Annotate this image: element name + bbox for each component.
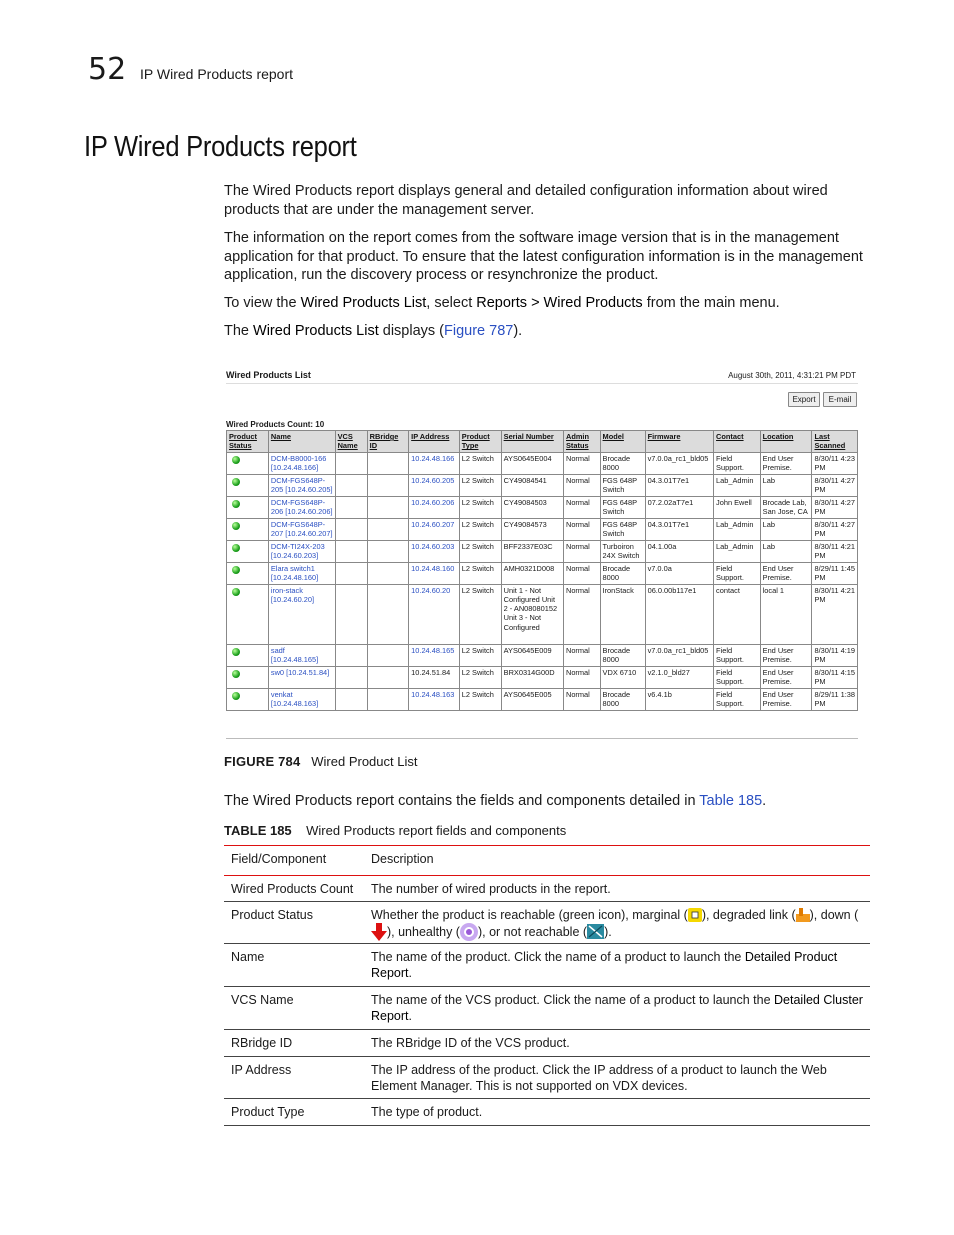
type-cell: L2 Switch xyxy=(459,518,501,540)
column-header[interactable]: Name xyxy=(268,431,335,453)
location-cell: local 1 xyxy=(760,584,812,644)
field-name: IP Address xyxy=(231,1063,292,1077)
type-cell: L2 Switch xyxy=(459,474,501,496)
field-description xyxy=(371,907,866,941)
model-cell: VDX 6710 xyxy=(600,666,645,688)
status-cell xyxy=(227,644,269,666)
vcs-cell xyxy=(335,562,367,584)
column-header[interactable]: Product Type xyxy=(459,431,501,453)
serial-cell: CY49084573 xyxy=(501,518,563,540)
name-cell[interactable]: DCM-FGS648P-205 [10.24.60.205] xyxy=(268,474,335,496)
ip-cell: 10.24.51.84 xyxy=(409,666,460,688)
firmware-cell: 04.3.01T7e1 xyxy=(645,474,713,496)
table-reference-paragraph xyxy=(224,792,864,811)
text: The Wired Products report contains the fields and components detailed in xyxy=(224,793,700,809)
table-row xyxy=(224,1057,870,1099)
text: Whether the product is reachable (green icon), marginal ( xyxy=(371,908,688,922)
marginal-status-icon xyxy=(688,908,702,922)
admin-cell: Normal xyxy=(563,518,600,540)
type-cell: L2 Switch xyxy=(459,688,501,710)
ip-cell[interactable]: 10.24.60.206 xyxy=(409,496,460,518)
firmware-cell: v2.1.0_bld27 xyxy=(645,666,713,688)
admin-cell: Normal xyxy=(563,496,600,518)
table-row xyxy=(224,1099,870,1126)
scanned-cell: 8/30/11 4:15 PM xyxy=(812,666,858,688)
field-name: VCS Name xyxy=(231,993,294,1007)
header-field: Field/Component xyxy=(231,852,327,866)
field-description xyxy=(371,992,866,1024)
products-count: Wired Products Count: 10 xyxy=(226,420,325,429)
table-row[interactable] xyxy=(227,496,858,518)
contact-cell: John Ewell xyxy=(714,496,761,518)
contact-cell: Field Support. xyxy=(714,644,761,666)
status-cell xyxy=(227,452,269,474)
name-cell[interactable]: DCM-B8000-166 [10.24.48.166] xyxy=(268,452,335,474)
serial-cell: Unit 1 - Not Configured Unit 2 - AN08080152 Unit 3 - Not Configured xyxy=(501,584,563,644)
name-cell[interactable]: DCM-TI24X-203 [10.24.60.203] xyxy=(268,540,335,562)
status-cell xyxy=(227,540,269,562)
green-status-icon xyxy=(232,566,240,574)
ip-cell[interactable]: 10.24.60.20 xyxy=(409,584,460,644)
contact-cell: Field Support. xyxy=(714,688,761,710)
down-arrow-icon xyxy=(371,923,387,941)
model-cell: FGS 648P Switch xyxy=(600,518,645,540)
text: ). xyxy=(513,323,523,339)
green-status-icon xyxy=(232,522,240,530)
scanned-cell: 8/29/11 1:45 PM xyxy=(812,562,858,584)
table-row[interactable] xyxy=(227,518,858,540)
green-status-icon xyxy=(232,500,240,508)
table-header-row xyxy=(224,845,870,876)
firmware-cell: v7.0.0a xyxy=(645,562,713,584)
type-cell: L2 Switch xyxy=(459,644,501,666)
figure-title: Wired Product List xyxy=(311,754,418,769)
scanned-cell: 8/30/11 4:27 PM xyxy=(812,474,858,496)
contact-cell: Field Support. xyxy=(714,666,761,688)
rbridge-cell xyxy=(367,584,409,644)
column-header[interactable]: IP Address xyxy=(409,431,460,453)
column-header[interactable]: Model xyxy=(600,431,645,453)
scanned-cell: 8/30/11 4:23 PM xyxy=(812,452,858,474)
not-reachable-icon xyxy=(587,924,604,939)
ui-term: Detailed Cluster Report xyxy=(371,993,863,1023)
column-header[interactable]: VCS Name xyxy=(335,431,367,453)
text: . xyxy=(762,793,767,809)
contact-cell: Field Support. xyxy=(714,452,761,474)
text: from the main menu. xyxy=(642,295,780,311)
ip-cell[interactable]: 10.24.48.166 xyxy=(409,452,460,474)
intro-paragraph-1: The Wired Products report displays general and detailed configuration information about wired products that are under the management server. xyxy=(224,183,828,218)
green-status-icon xyxy=(232,670,240,678)
text: ). xyxy=(604,925,612,939)
field-description xyxy=(371,949,866,981)
text: The name of the VCS product. Click the name of a product to launch the xyxy=(371,993,775,1007)
serial-cell: AYS0645E004 xyxy=(501,452,563,474)
serial-cell: CY49084503 xyxy=(501,496,563,518)
table-row[interactable] xyxy=(227,666,858,688)
type-cell: L2 Switch xyxy=(459,562,501,584)
contact-cell: Lab_Admin xyxy=(714,474,761,496)
model-cell: Brocade 8000 xyxy=(600,688,645,710)
serial-cell: CY49084541 xyxy=(501,474,563,496)
column-header[interactable]: Contact xyxy=(714,431,761,453)
header-description: Description xyxy=(371,852,434,866)
admin-cell: Normal xyxy=(563,644,600,666)
field-name: RBridge ID xyxy=(231,1036,293,1050)
green-status-icon xyxy=(232,544,240,552)
export-button[interactable]: Export xyxy=(788,392,820,407)
status-cell xyxy=(227,666,269,688)
table-row[interactable] xyxy=(227,644,858,666)
admin-cell: Normal xyxy=(563,540,600,562)
table-row xyxy=(224,987,870,1030)
fields-table xyxy=(224,845,870,1126)
name-cell[interactable]: sw0 [10.24.51.84] xyxy=(268,666,335,688)
column-header[interactable]: RBridge ID xyxy=(367,431,409,453)
green-status-icon xyxy=(232,692,240,700)
table-row[interactable] xyxy=(227,452,858,474)
contact-cell: Field Support. xyxy=(714,562,761,584)
model-cell: FGS 648P Switch xyxy=(600,474,645,496)
serial-cell: BFF2337E03C xyxy=(501,540,563,562)
text: ), degraded link ( xyxy=(701,908,796,922)
rbridge-cell xyxy=(367,562,409,584)
firmware-cell: v7.0.0a_rc1_bld05 xyxy=(645,644,713,666)
green-status-icon xyxy=(232,648,240,656)
table-row xyxy=(224,1030,870,1057)
unhealthy-status-icon xyxy=(460,923,478,941)
firmware-cell: v7.0.0a_rc1_bld05 xyxy=(645,452,713,474)
degraded-link-icon xyxy=(796,908,810,922)
status-cell xyxy=(227,584,269,644)
chapter-title: IP Wired Products report xyxy=(140,66,294,82)
model-cell: IronStack xyxy=(600,584,645,644)
field-description: The RBridge ID of the VCS product. xyxy=(371,1036,570,1050)
table-link[interactable]: Table 185 xyxy=(699,793,763,809)
wired-products-table xyxy=(226,430,858,711)
menu-path: Reports > Wired Products xyxy=(476,295,643,311)
vcs-cell xyxy=(335,666,367,688)
model-cell: FGS 648P Switch xyxy=(600,496,645,518)
status-cell xyxy=(227,518,269,540)
rbridge-cell xyxy=(367,474,409,496)
text: The name of the product. Click the name of a product to launch the xyxy=(371,950,745,964)
email-button[interactable]: E-mail xyxy=(823,392,857,407)
serial-cell: AYS0645E005 xyxy=(501,688,563,710)
field-name: Product Type xyxy=(231,1105,305,1119)
figure-label: FIGURE 784 xyxy=(224,754,301,769)
admin-cell: Normal xyxy=(563,452,600,474)
table-row[interactable] xyxy=(227,562,858,584)
scanned-cell: 8/30/11 4:21 PM xyxy=(812,584,858,644)
admin-cell: Normal xyxy=(563,474,600,496)
field-name: Wired Products Count xyxy=(231,882,354,896)
column-header[interactable]: Location xyxy=(760,431,812,453)
firmware-cell: 04.3.01T7e1 xyxy=(645,518,713,540)
name-cell[interactable]: DCM-FGS648P-207 [10.24.60.207] xyxy=(268,518,335,540)
name-cell[interactable]: venkat [10.24.48.163] xyxy=(268,688,335,710)
table-row xyxy=(224,876,870,902)
table-row[interactable] xyxy=(227,540,858,562)
name-cell[interactable]: iron-stack [10.24.60.20] xyxy=(268,584,335,644)
location-cell: Lab xyxy=(760,518,812,540)
name-cell[interactable]: DCM-FGS648P-206 [10.24.60.206] xyxy=(268,496,335,518)
field-name: Name xyxy=(231,950,265,964)
vcs-cell xyxy=(335,474,367,496)
serial-cell: AYS0645E009 xyxy=(501,644,563,666)
type-cell: L2 Switch xyxy=(459,496,501,518)
ip-cell[interactable]: 10.24.48.165 xyxy=(409,644,460,666)
column-header[interactable]: Firmware xyxy=(645,431,713,453)
table-row[interactable] xyxy=(227,584,858,644)
table-row xyxy=(224,944,870,987)
green-status-icon xyxy=(232,456,240,464)
name-cell[interactable]: sadf [10.24.48.165] xyxy=(268,644,335,666)
ui-term: Wired Products List xyxy=(253,323,379,339)
type-cell: L2 Switch xyxy=(459,666,501,688)
model-cell: Brocade 8000 xyxy=(600,452,645,474)
firmware-cell: 04.1.00a xyxy=(645,540,713,562)
firmware-cell: 07.2.02aT7e1 xyxy=(645,496,713,518)
table-row[interactable] xyxy=(227,688,858,710)
scanned-cell: 8/30/11 4:27 PM xyxy=(812,496,858,518)
location-cell: End User Premise. xyxy=(760,644,812,666)
field-description: The type of product. xyxy=(371,1105,483,1119)
location-cell: End User Premise. xyxy=(760,562,812,584)
ui-term: Detailed Product Report xyxy=(371,950,838,980)
intro-paragraph-2: The information on the report comes from the software image version that is in the management application for that product. To ensure that the latest configuration information is in the management application, run the discovery process or resynchronize the product. xyxy=(224,230,863,283)
rbridge-cell xyxy=(367,688,409,710)
admin-cell: Normal xyxy=(563,666,600,688)
page-title: IP Wired Products report xyxy=(84,131,357,163)
status-cell xyxy=(227,688,269,710)
green-status-icon xyxy=(232,588,240,596)
vcs-cell xyxy=(335,518,367,540)
screenshot-date: August 30th, 2011, 4:31:21 PM PDT xyxy=(728,371,856,380)
intro-paragraph-3 xyxy=(224,294,864,313)
vcs-cell xyxy=(335,452,367,474)
admin-cell: Normal xyxy=(563,562,600,584)
text: To view the xyxy=(224,295,301,311)
location-cell: Brocade Lab, San Jose, CA xyxy=(760,496,812,518)
field-description: The number of wired products in the report. xyxy=(371,882,611,896)
column-header[interactable]: Admin Status xyxy=(563,431,600,453)
vcs-cell xyxy=(335,644,367,666)
green-status-icon xyxy=(232,478,240,486)
divider xyxy=(226,383,858,384)
rbridge-cell xyxy=(367,540,409,562)
contact-cell: Lab_Admin xyxy=(714,540,761,562)
ip-cell[interactable]: 10.24.48.160 xyxy=(409,562,460,584)
table-row[interactable] xyxy=(227,474,858,496)
status-cell xyxy=(227,562,269,584)
screenshot-title: Wired Products List xyxy=(226,370,311,380)
scanned-cell: 8/30/11 4:27 PM xyxy=(812,518,858,540)
location-cell: Lab xyxy=(760,540,812,562)
model-cell: Turboiron 24X Switch xyxy=(600,540,645,562)
text: displays ( xyxy=(378,323,445,339)
scanned-cell: 8/29/11 1:38 PM xyxy=(812,688,858,710)
status-cell xyxy=(227,474,269,496)
vcs-cell xyxy=(335,540,367,562)
firmware-cell: 06.0.00b117e1 xyxy=(645,584,713,644)
admin-cell: Normal xyxy=(563,688,600,710)
table-row xyxy=(224,902,870,944)
location-cell: Lab xyxy=(760,474,812,496)
column-header[interactable]: Product Status xyxy=(227,431,269,453)
vcs-cell xyxy=(335,584,367,644)
ip-cell[interactable]: 10.24.60.207 xyxy=(409,518,460,540)
rbridge-cell xyxy=(367,666,409,688)
text: The xyxy=(224,323,254,339)
table-caption xyxy=(224,823,566,838)
text: ), or not reachable ( xyxy=(477,925,588,939)
type-cell: L2 Switch xyxy=(459,452,501,474)
name-cell[interactable]: Elara switch1 [10.24.48.160] xyxy=(268,562,335,584)
rbridge-cell xyxy=(367,518,409,540)
column-header[interactable]: Serial Number xyxy=(501,431,563,453)
type-cell: L2 Switch xyxy=(459,584,501,644)
status-cell xyxy=(227,496,269,518)
contact-cell: Lab_Admin xyxy=(714,518,761,540)
ip-cell[interactable]: 10.24.60.205 xyxy=(409,474,460,496)
ip-cell[interactable]: 10.24.60.203 xyxy=(409,540,460,562)
location-cell: End User Premise. xyxy=(760,452,812,474)
scanned-cell: 8/30/11 4:21 PM xyxy=(812,540,858,562)
serial-cell: AMH0321D008 xyxy=(501,562,563,584)
location-cell: End User Premise. xyxy=(760,666,812,688)
figure-link[interactable]: Figure 787 xyxy=(444,323,514,339)
firmware-cell: v6.4.1b xyxy=(645,688,713,710)
contact-cell: contact xyxy=(714,584,761,644)
admin-cell: Normal xyxy=(563,584,600,644)
text: ), unhealthy ( xyxy=(387,925,460,939)
chapter-number: 52 xyxy=(88,52,127,87)
intro-paragraph-4 xyxy=(224,322,864,341)
serial-cell: BRX0314G00D xyxy=(501,666,563,688)
table-title: Wired Products report fields and components xyxy=(306,823,567,838)
field-description: The IP address of the product. Click the IP address of a product to launch the Web Element Manager. This is not supported on VDX devices. xyxy=(371,1063,827,1093)
rbridge-cell xyxy=(367,644,409,666)
location-cell: End User Premise. xyxy=(760,688,812,710)
vcs-cell xyxy=(335,688,367,710)
text: . xyxy=(408,966,413,980)
type-cell: L2 Switch xyxy=(459,540,501,562)
text: . xyxy=(408,1009,413,1023)
model-cell: Brocade 8000 xyxy=(600,644,645,666)
text: ), down ( xyxy=(809,908,859,922)
model-cell: Brocade 8000 xyxy=(600,562,645,584)
scanned-cell: 8/30/11 4:19 PM xyxy=(812,644,858,666)
ip-cell[interactable]: 10.24.48.163 xyxy=(409,688,460,710)
ui-term: Wired Products List xyxy=(300,295,427,311)
vcs-cell xyxy=(335,496,367,518)
text: , select xyxy=(426,295,477,311)
table-label: TABLE 185 xyxy=(224,823,292,838)
rbridge-cell xyxy=(367,452,409,474)
rbridge-cell xyxy=(367,496,409,518)
column-header[interactable]: Last Scanned xyxy=(812,431,858,453)
figure-caption xyxy=(224,754,417,769)
wired-products-screenshot xyxy=(226,368,858,739)
field-name: Product Status xyxy=(231,908,313,922)
